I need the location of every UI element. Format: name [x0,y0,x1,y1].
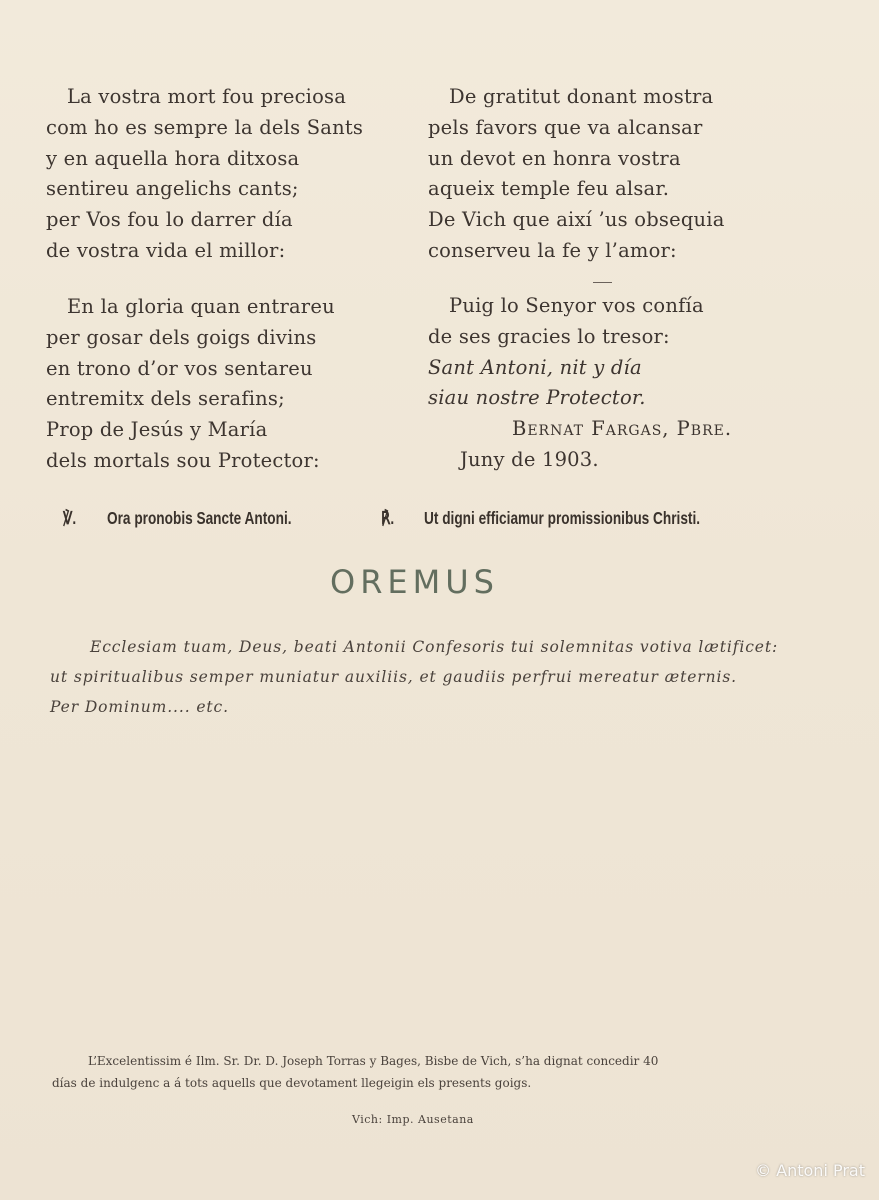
oremus-heading: OREMUS [330,563,499,601]
indulgence-note [52,1050,797,1094]
verse-line: La vostra mort fou preciosa [67,85,347,108]
left-stanza-1 [46,82,363,267]
left-stanza-2 [46,292,335,477]
verse-line: un devot en honra vostra [428,146,681,170]
verse-line: per Vos fou lo darrer día [46,208,293,232]
verse-line: pels favors que va alcansar [428,115,703,139]
verse-line: De gratitut donant mostra [449,85,714,108]
response-symbol: ℟. [381,508,395,528]
author-signature: Bernat Fargas, Pbre. [512,417,733,441]
verse-line: de ses gracies lo tresor: [428,324,670,348]
verse-line: de vostra vida el millor: [46,238,286,262]
verse-line-italic: Sant Antoni, nit y día [428,355,642,379]
verse-line: conserveu la fe y l’amor: [428,238,677,262]
copyright-watermark: © Antoni Prat [755,1161,865,1180]
verse-line: En la gloria quan entrareu [67,295,335,318]
verse-line: per gosar dels goigs divins [46,325,317,349]
verse-line: entremitx dels serafins; [46,387,285,411]
indulgence-line: L’Excelentissim é Ilm. Sr. Dr. D. Joseph Torras y Bages, Bisbe de Vich, s’ha dignat concedir 40 [88,1054,659,1068]
verse-line: com ho es sempre la dels Sants [46,115,364,139]
verse-line: Prop de Jesús y María [46,418,268,442]
prayer-line: ut spiritualibus semper muniatur auxiliis, et gaudiis perfrui mereatur æternis. [50,668,738,686]
prayer-text [50,632,790,722]
prayer-line: Per Dominum.... etc. [50,698,229,716]
stanza-divider [593,282,612,283]
verse-line: dels mortals sou Protector: [46,448,320,472]
versicle-text: Ora pronobis Sancte Antoni. [107,508,292,528]
date-line: Juny de 1903. [460,447,599,471]
verse-line: De Vich que així ’us obsequia [428,208,725,232]
verse-line: en trono d’or vos sentareu [46,356,313,380]
right-stanza-2 [428,291,732,476]
right-stanza-1 [428,82,725,267]
verse-line: Puig lo Senyor vos confía [449,294,704,317]
verse-line: y en aquella hora ditxosa [46,146,300,170]
printer-imprint: Vich: Imp. Ausetana [352,1113,474,1126]
indulgence-line: días de indulgenc a á tots aquells que devotament llegeigin els presents goigs. [52,1076,532,1090]
verse-line: sentireu angelichs cants; [46,177,299,201]
versicle-symbol: ℣. [63,508,77,528]
prayer-line: Ecclesiam tuam, Deus, beati Antonii Confesoris tui solemnitas votiva lætificet: [90,638,779,656]
response-text: Ut digni efficiamur promissionibus Christi. [424,508,701,528]
verse-line-italic: siau nostre Protector. [428,386,646,410]
verse-line: aqueix temple feu alsar. [428,177,670,201]
